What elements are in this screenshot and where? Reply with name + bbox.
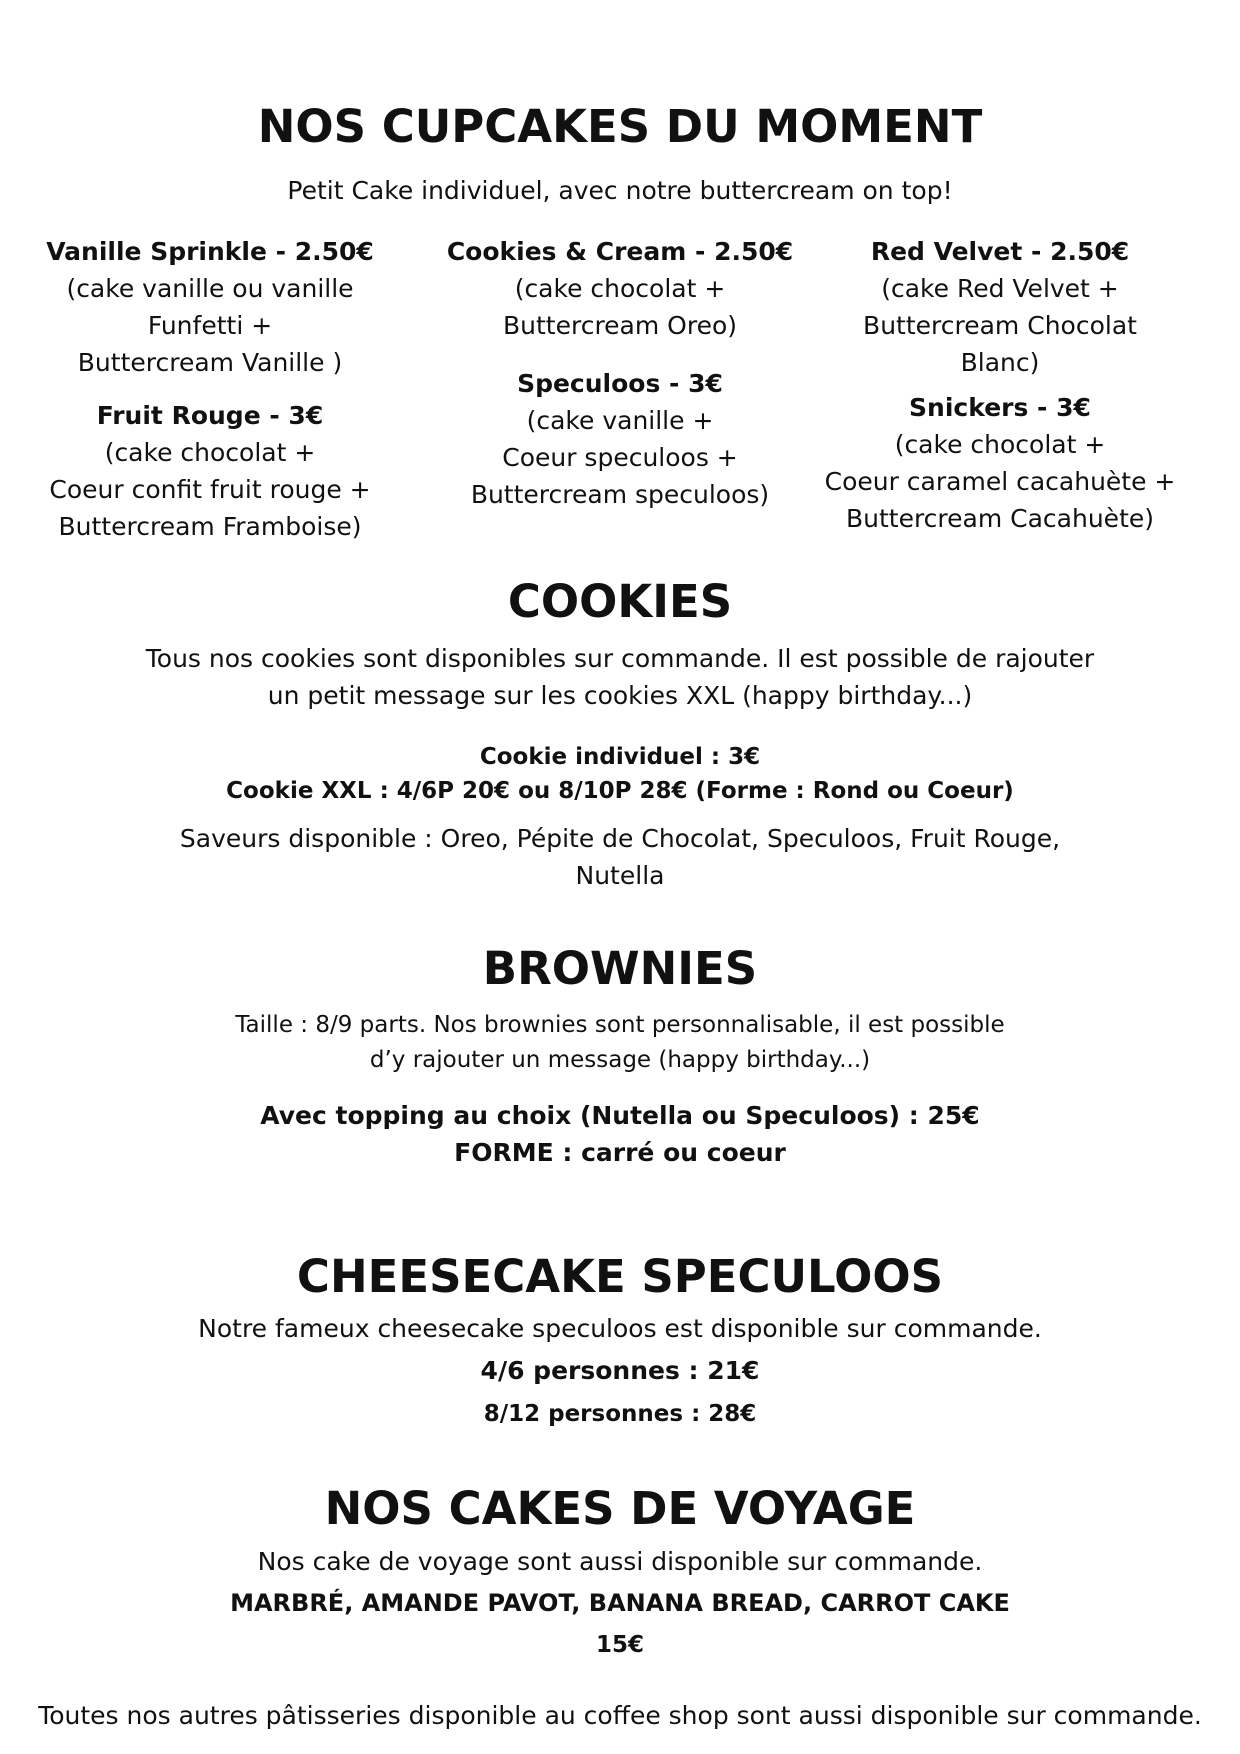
travel-cakes-title: NOS CAKES DE VOYAGE	[324, 1482, 916, 1535]
cupcakes-subtitle: Petit Cake individuel, avec notre buttercream on top!	[287, 176, 953, 205]
cookie-individual-price: Cookie individuel : 3€	[479, 744, 761, 770]
brownies-shape: FORME : carré ou coeur	[454, 1138, 786, 1167]
cupcake-desc-line: Buttercream Vanille )	[77, 348, 343, 377]
cookies-desc-line: un petit message sur les cookies XXL (happy birthday...)	[267, 681, 973, 710]
cookies-flavors-line: Nutella	[575, 861, 665, 890]
cupcake-desc-line: Buttercream Cacahuète)	[845, 504, 1155, 533]
brownies-desc-line: d’y rajouter un message (happy birthday...)	[369, 1047, 871, 1073]
cookies-title: COOKIES	[507, 575, 733, 628]
cupcake-name: Vanille Sprinkle - 2.50€	[46, 237, 374, 266]
cupcake-desc-line: (cake chocolat +	[104, 438, 316, 467]
cupcake-speculoos	[430, 365, 810, 513]
travel-cakes-description: Nos cake de voyage sont aussi disponible sur commande.	[257, 1547, 983, 1576]
cupcake-name: Red Velvet - 2.50€	[870, 237, 1130, 266]
brownies-description	[0, 1008, 1240, 1078]
cupcake-cookies-cream	[430, 233, 810, 344]
cupcake-snickers	[810, 389, 1190, 537]
cupcake-desc-line: Blanc)	[960, 348, 1040, 377]
brownies-title: BROWNIES	[482, 942, 758, 995]
cupcake-desc-line: Buttercream Chocolat	[863, 311, 1137, 340]
cookies-flavors	[0, 820, 1240, 894]
cookies-desc-line: Tous nos cookies sont disponibles sur commande. Il est possible de rajouter	[145, 644, 1095, 673]
cupcakes-title: NOS CUPCAKES DU MOMENT	[257, 100, 983, 153]
cheesecake-description: Notre fameux cheesecake speculoos est disponible sur commande.	[198, 1314, 1042, 1343]
cupcake-name: Snickers - 3€	[909, 393, 1091, 422]
cupcake-desc-line: Buttercream Framboise)	[58, 512, 362, 541]
cupcake-red-velvet	[810, 233, 1190, 381]
cupcake-desc-line: Coeur caramel cacahuète +	[824, 467, 1176, 496]
cupcake-desc-line: Coeur speculoos +	[502, 443, 738, 472]
brownies-price: Avec topping au choix (Nutella ou Speculoos) : 25€	[260, 1101, 980, 1130]
cupcake-name: Cookies & Cream - 2.50€	[446, 237, 794, 266]
cupcake-desc-line: (cake chocolat +	[894, 430, 1106, 459]
cupcake-desc-line: (cake Red Velvet +	[881, 274, 1119, 303]
cookie-xxl-price: Cookie XXL : 4/6P 20€ ou 8/10P 28€ (Forme : Rond ou Coeur)	[226, 778, 1014, 804]
travel-cakes-flavors: MARBRÉ, AMANDE PAVOT, BANANA BREAD, CARROT CAKE	[230, 1589, 1010, 1617]
cupcake-name: Speculoos - 3€	[517, 369, 723, 398]
cupcake-fruit-rouge	[30, 397, 390, 545]
brownies-desc-line: Taille : 8/9 parts. Nos brownies sont personnalisable, il est possible	[235, 1012, 1005, 1038]
cupcake-desc-line: (cake vanille +	[526, 406, 714, 435]
cookies-description	[0, 640, 1240, 714]
cheesecake-price-large: 8/12 personnes : 28€	[483, 1401, 757, 1427]
cheesecake-price-small: 4/6 personnes : 21€	[480, 1356, 760, 1385]
cookies-flavors-line: Saveurs disponible : Oreo, Pépite de Chocolat, Speculoos, Fruit Rouge,	[179, 824, 1061, 853]
cupcake-desc-line: (cake chocolat +	[514, 274, 726, 303]
cupcake-desc-line: Buttercream Oreo)	[502, 311, 738, 340]
travel-cakes-price: 15€	[595, 1632, 644, 1658]
footer-note: Toutes nos autres pâtisseries disponible au coffee shop sont aussi disponible sur commande.	[38, 1701, 1202, 1730]
cupcake-name: Fruit Rouge - 3€	[96, 401, 324, 430]
cupcake-desc-line: Buttercream speculoos)	[470, 480, 770, 509]
cupcake-vanille-sprinkle	[30, 233, 390, 381]
cookies-prices	[0, 740, 1240, 808]
cupcake-desc-line: Funfetti +	[147, 311, 273, 340]
cupcake-desc-line: Coeur confit fruit rouge +	[49, 475, 371, 504]
cupcake-desc-line: (cake vanille ou vanille	[66, 274, 354, 303]
brownies-prices	[0, 1097, 1240, 1171]
cheesecake-title: CHEESECAKE SPECULOOS	[296, 1250, 944, 1303]
